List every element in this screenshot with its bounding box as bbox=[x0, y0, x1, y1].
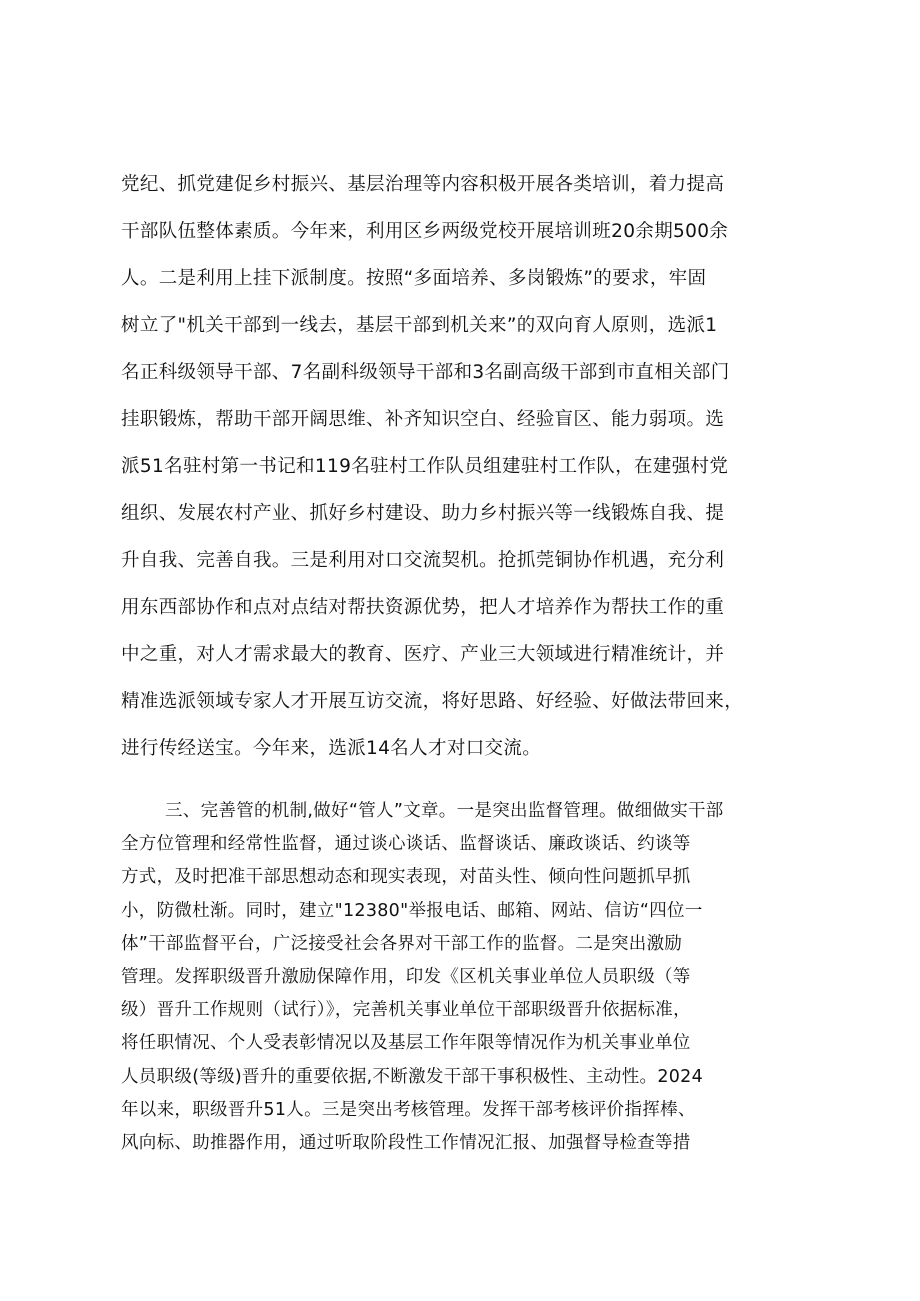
text-line: 树立了"机关干部到一线去，基层干部到机关来”的双向育人原则，选派1 bbox=[121, 315, 718, 336]
text-line: 升自我、完善自我。三是利用对口交流契机。抢抓莞铜协作机遇，充分利 bbox=[121, 550, 725, 571]
text-line: 党纪、抓党建促乡村振兴、基层治理等内容积极开展各类培训，着力提高 bbox=[121, 174, 725, 195]
text-line: 将任职情况、个人受表彰情况以及基层工作年限等情况作为机关事业单位 bbox=[121, 1033, 691, 1054]
text-line: 精准选派领域专家人才开展互访交流，将好思路、好经验、好做法带回来， bbox=[121, 691, 744, 712]
text-line: 人员职级(等级)晋升的重要依据,不断激发干部干事积极性、主动性。2024 bbox=[121, 1066, 704, 1087]
text-line: 人。二是利用上挂下派制度。按照“多面培养、多岗锻炼”的要求，牢固 bbox=[121, 268, 707, 289]
text-line: 挂职锻炼，帮助干部开阔思维、补齐知识空白、经验盲区、能力弱项。选 bbox=[121, 409, 725, 430]
text-line: 全方位管理和经常性监督，通过谈心谈话、监督谈话、廉政谈话、约谈等 bbox=[121, 834, 691, 855]
paragraph-management bbox=[121, 795, 821, 1160]
section-heading: 三、完善管的机制,做好“管人”文章。 bbox=[165, 801, 457, 821]
text-line: 风向标、助推器作用，通过听取阶段性工作情况汇报、加强督导检查等措 bbox=[121, 1132, 691, 1153]
text-line: 中之重，对人才需求最大的教育、医疗、产业三大领域进行精准统计，并 bbox=[121, 644, 725, 665]
text-line: 一是突出监督管理。做细做实干部 bbox=[456, 801, 724, 821]
text-line: 干部队伍整体素质。今年来，利用区乡两级党校开展培训班20余期500余 bbox=[121, 221, 729, 242]
text-line: 方式，及时把准干部思想动态和现实表现，对苗头性、倾向性问题抓早抓 bbox=[121, 867, 691, 888]
text-line: 用东西部协作和点对点结对帮扶资源优势，把人才培养作为帮扶工作的重 bbox=[121, 597, 725, 618]
text-line: 管理。发挥职级晋升激励保障作用，印发《区机关事业单位人员职级（等 bbox=[121, 966, 691, 987]
text-line: 名正科级领导干部、7名副科级领导干部和3名副高级干部到市直相关部门 bbox=[121, 362, 730, 383]
text-line: 年以来，职级晋升51人。三是突出考核管理。发挥干部考核评价指挥棒、 bbox=[121, 1099, 696, 1120]
text-line: 小，防微杜渐。同时，建立"12380"举报电话、邮箱、网站、信访“四位一 bbox=[121, 900, 703, 921]
text-line: 进行传经送宝。今年来，选派14名人才对口交流。 bbox=[121, 738, 542, 759]
text-line: 体”干部监督平台，广泛接受社会各界对干部工作的监督。二是突出激励 bbox=[121, 933, 683, 954]
paragraph-first-line bbox=[121, 795, 821, 828]
text-line: 级）晋升工作规则（试行）》，完善机关事业单位干部职级晋升依据标准， bbox=[121, 1000, 691, 1021]
text-line: 派51名驻村第一书记和119名驻村工作队员组建驻村工作队，在建强村党 bbox=[121, 456, 729, 477]
paragraph-training bbox=[121, 161, 811, 772]
text-line: 组织、发展农村产业、抓好乡村建设、助力乡村振兴等一线锻炼自我、提 bbox=[121, 503, 725, 524]
